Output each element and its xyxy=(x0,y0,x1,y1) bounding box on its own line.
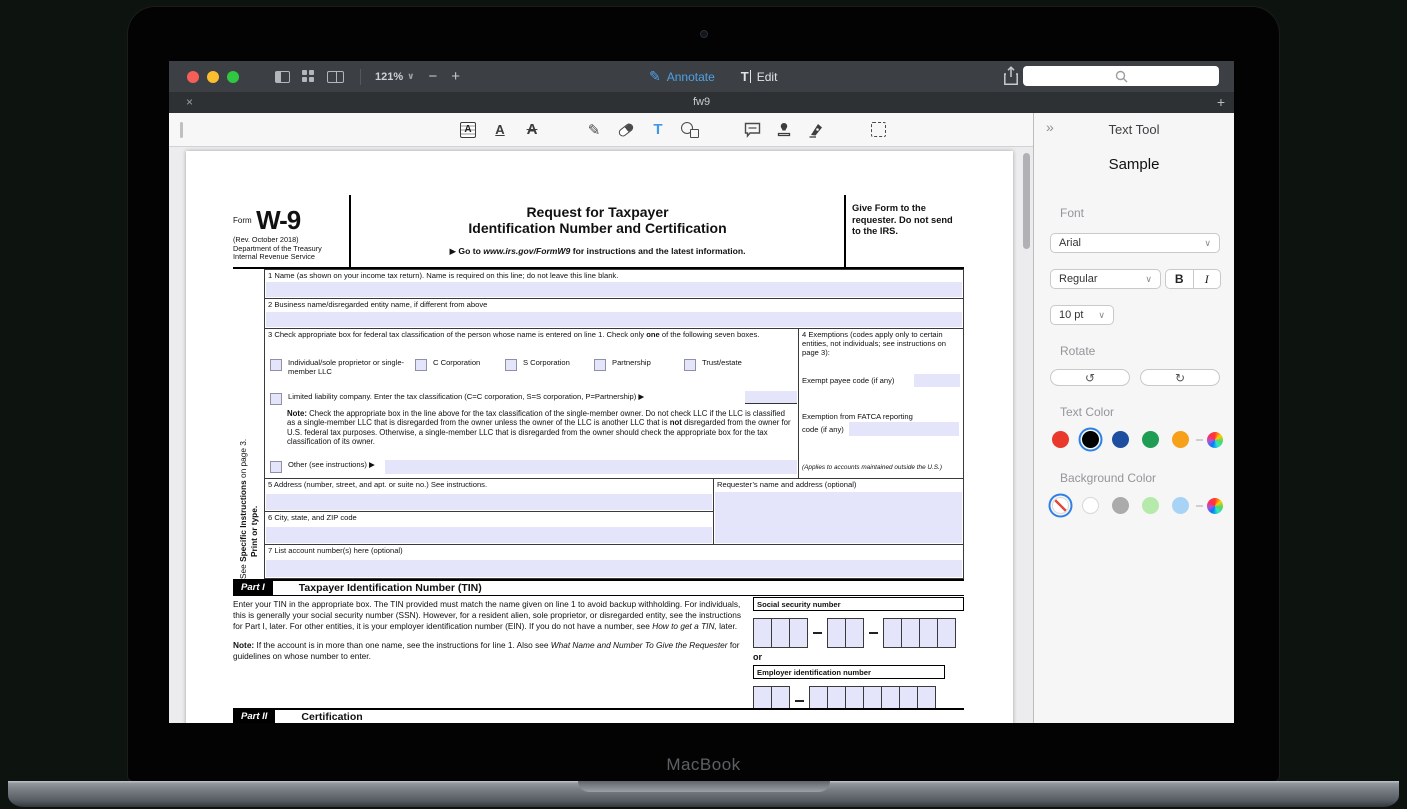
form-header xyxy=(233,195,964,269)
requester-input[interactable] xyxy=(715,492,962,543)
collapse-panel-icon[interactable]: » xyxy=(1046,119,1054,135)
select-tool-button[interactable] xyxy=(867,118,889,142)
ein-label-box: Employer identification number xyxy=(753,665,945,679)
panel-title: Text Tool xyxy=(1108,122,1160,137)
tab-title[interactable]: fw9 xyxy=(692,96,711,108)
eraser-tool-button[interactable] xyxy=(615,118,637,142)
pdf-app-window xyxy=(169,61,1234,723)
exemptions-box xyxy=(798,328,964,479)
line6-label: 6 City, state, and ZIP code xyxy=(268,513,357,522)
fatca-footnote: (Applies to accounts maintained outside the U.S.) xyxy=(802,464,942,471)
w9-form-page xyxy=(186,151,1013,723)
line7-label: 7 List account number(s) here (optional) xyxy=(268,546,403,555)
print-or-type-label: Print or type. xyxy=(249,505,259,557)
line5-box xyxy=(264,478,714,512)
rotate-section-label: Rotate xyxy=(1060,344,1096,358)
share-icon xyxy=(1003,66,1019,86)
sidebar-toggle-icon[interactable] xyxy=(275,71,290,83)
text-color-red[interactable] xyxy=(1052,431,1069,448)
signature-pen-icon xyxy=(808,122,824,138)
line3-box xyxy=(264,328,799,479)
background-color-green[interactable] xyxy=(1142,497,1159,514)
part1-instructions: Enter your TIN in the appropriate box. The TIN provided must match the name given on line 1 to avoid backup withholding. For individuals, this is generally your social security number (SSN). However, for a resident alien, sole proprietor, or disregarded entity, see the instructions for Part I, later. For other entities, it is your employer identification number (EIN). If you do not have a number, see How to get a TIN, later. Note: If the account is in more than one name, see the instructions for line 1. Also see What Name and Number To Give the Requester for guidelines on whose number to enter. xyxy=(233,599,742,661)
dash xyxy=(869,632,878,634)
selection-icon xyxy=(871,122,886,137)
strikethrough-tool-button[interactable] xyxy=(521,118,543,142)
edit-label: Edit xyxy=(756,69,778,84)
share-button[interactable] xyxy=(1003,66,1019,91)
background-color-section-label: Background Color xyxy=(1060,471,1157,485)
background-color-none-selected[interactable] xyxy=(1052,497,1069,514)
tin-entry-area xyxy=(753,597,964,716)
text-color-orange[interactable] xyxy=(1172,431,1189,448)
underline-tool-button[interactable] xyxy=(489,118,511,142)
background-color-wheel[interactable] xyxy=(1207,498,1223,514)
annotate-label: Annotate xyxy=(666,69,715,84)
strikethrough-icon: A xyxy=(526,121,538,138)
sample-preview-text: Sample xyxy=(1108,156,1160,173)
give-form-note: Give Form to the requester. Do not send to the IRS. xyxy=(852,203,953,236)
ssn-label-box: Social security number xyxy=(753,597,964,611)
box4-title: 4 Exemptions (codes apply only to certain entities, not individuals; see instructions on page 3): xyxy=(802,330,946,357)
comment-tool-button[interactable] xyxy=(741,118,763,142)
line2-label: 2 Business name/disregarded entity name, if different from above xyxy=(268,300,488,309)
form-department: Department of the Treasury xyxy=(233,243,322,253)
thumbnail-grid-icon[interactable] xyxy=(302,70,315,83)
font-size-select[interactable]: 10 pt ∨ xyxy=(1050,305,1114,325)
stamp-icon xyxy=(776,121,792,138)
stamp-tool-button[interactable] xyxy=(773,118,795,142)
checkbox-partnership[interactable]: Partnership xyxy=(594,359,651,371)
text-color-section-label: Text Color xyxy=(1060,405,1115,419)
edit-mode-button[interactable] xyxy=(741,69,778,84)
form-goto-line: ▶ Go to www.irs.gov/FormW9 for instructions and the latest information. xyxy=(449,246,746,256)
part1-header xyxy=(233,579,964,596)
text-color-wheel[interactable] xyxy=(1207,432,1223,448)
minimize-window-button[interactable] xyxy=(207,71,219,83)
highlight-icon: A xyxy=(460,122,476,138)
checkbox-icon[interactable] xyxy=(684,359,696,371)
ssn-digit-boxes[interactable] xyxy=(753,618,964,648)
checkbox-icon[interactable] xyxy=(415,359,427,371)
checkbox-icon[interactable] xyxy=(270,393,282,405)
camera-dot xyxy=(700,30,708,38)
macbook-brand-label: MacBook xyxy=(666,755,741,774)
zoom-level-value[interactable]: 121% xyxy=(375,70,404,83)
zoom-out-button[interactable]: − xyxy=(428,68,438,85)
form-number: W-9 xyxy=(256,205,301,235)
shapes-icon xyxy=(681,122,699,138)
see-instructions-label: See Specific Instructions on page 3. xyxy=(238,438,248,579)
bold-button[interactable]: B xyxy=(1166,270,1194,288)
checkbox-s-corp[interactable]: S Corporation xyxy=(505,359,570,371)
requester-box xyxy=(713,478,964,545)
pencil-tool-button[interactable] xyxy=(583,118,605,142)
rotate-ccw-button[interactable] xyxy=(1050,369,1130,386)
document-viewport[interactable] xyxy=(169,147,1033,723)
swatch-divider xyxy=(1196,505,1203,507)
tab-bar xyxy=(169,92,1234,113)
text-tool-panel xyxy=(1033,113,1234,723)
search-input[interactable] xyxy=(1023,66,1219,86)
traffic-lights xyxy=(187,71,239,83)
edit-text-icon: T xyxy=(740,69,749,84)
part2-header xyxy=(233,708,964,723)
line2-box xyxy=(264,298,964,329)
part1-tag: Part I xyxy=(233,580,273,596)
new-tab-button[interactable]: + xyxy=(1216,94,1225,110)
zoom-level-control[interactable] xyxy=(375,71,414,83)
background-color-blue[interactable] xyxy=(1172,497,1189,514)
fullscreen-window-button[interactable] xyxy=(227,71,239,83)
line6-input[interactable] xyxy=(266,527,712,543)
underline-icon: A xyxy=(495,122,505,137)
annotate-mode-button[interactable] xyxy=(649,68,715,85)
comment-icon xyxy=(744,122,761,138)
part2-title: Certification xyxy=(301,711,363,723)
chevron-down-icon: ∨ xyxy=(407,71,415,81)
exempt-payee-label: Exempt payee code (if any) xyxy=(802,376,895,385)
font-style-select[interactable]: Regular ∨ xyxy=(1050,269,1161,289)
part2-tag: Part II xyxy=(233,709,275,724)
font-section-label: Font xyxy=(1060,206,1085,220)
scrollbar-thumb[interactable] xyxy=(1023,153,1030,249)
chevron-down-icon: ∨ xyxy=(1145,273,1152,284)
line1-label: 1 Name (as shown on your income tax return). Name is required on this line; do not leave this line blank. xyxy=(268,271,619,280)
search-icon xyxy=(1115,70,1128,83)
chevron-down-icon: ∨ xyxy=(1204,237,1211,248)
line5-input[interactable] xyxy=(266,494,712,510)
toolbar-divider xyxy=(360,69,361,85)
text-color-green[interactable] xyxy=(1142,431,1159,448)
signature-tool-button[interactable] xyxy=(805,118,827,142)
line6-box xyxy=(264,511,714,545)
llc-note: Note: Check the appropriate box in the line above for the tax classification of the single-member owner. Do not check LLC if the LLC is classified as a single-member LLC that is disregarded from the owner unless the owner of the LLC is another LLC that is not disregarded from the owner for U.S. federal tax purposes. Otherwise, a single-member LLC that is disregarded from the owner should check the appropriate box for the tax classification of its owner. xyxy=(287,409,791,446)
line7-input[interactable] xyxy=(266,560,962,577)
exempt-payee-input[interactable] xyxy=(914,374,960,387)
checkbox-other[interactable]: Other (see instructions) ▶ xyxy=(270,461,375,473)
text-color-swatches xyxy=(1052,431,1223,448)
form-title-line2: Identification Number and Certification xyxy=(468,220,727,236)
text-color-blue[interactable] xyxy=(1112,431,1129,448)
form-title-line1: Request for Taxpayer xyxy=(526,204,669,220)
annotate-pen-icon: ✎ xyxy=(649,68,661,84)
chevron-down-icon: ∨ xyxy=(1098,309,1105,320)
macbook-screen xyxy=(127,6,1280,782)
shapes-tool-button[interactable] xyxy=(679,118,701,142)
text-tool-button[interactable] xyxy=(647,118,669,142)
eraser-icon xyxy=(617,121,635,137)
background-color-gray[interactable] xyxy=(1112,497,1129,514)
rotate-cw-button[interactable] xyxy=(1140,369,1220,386)
llc-classification-input[interactable] xyxy=(745,391,797,404)
bold-italic-segment xyxy=(1165,269,1221,289)
rotate-ccw-icon: ↺ xyxy=(1084,370,1096,385)
background-color-swatches xyxy=(1052,497,1223,514)
annotation-toolbar xyxy=(169,113,1033,147)
fatca-input[interactable] xyxy=(849,422,959,436)
checkbox-trust[interactable]: Trust/estate xyxy=(684,359,742,371)
highlight-tool-button[interactable] xyxy=(457,118,479,142)
macbook-base xyxy=(8,781,1399,807)
checkbox-icon[interactable] xyxy=(270,461,282,473)
toolbar-drag-handle[interactable] xyxy=(180,122,183,138)
fatca-label-1: Exemption from FATCA reporting xyxy=(802,412,913,421)
line5-label: 5 Address (number, street, and apt. or suite no.) See instructions. xyxy=(268,480,488,489)
or-label: or xyxy=(753,652,762,662)
text-tool-icon: T xyxy=(653,121,663,138)
dash xyxy=(795,700,804,702)
requester-label: Requester’s name and address (optional) xyxy=(717,480,857,489)
checkbox-icon[interactable] xyxy=(594,359,606,371)
dash xyxy=(813,632,822,634)
font-family-select[interactable]: Arial ∨ xyxy=(1050,233,1220,253)
macbook-base-notch xyxy=(578,781,830,792)
text-color-black-selected[interactable] xyxy=(1082,431,1099,448)
rotate-cw-icon: ↻ xyxy=(1174,370,1186,385)
app-toolbar xyxy=(169,61,1234,92)
line2-input[interactable] xyxy=(266,312,962,327)
form-revision: (Rev. October 2018) xyxy=(233,235,299,244)
checkbox-c-corp[interactable]: C Corporation xyxy=(415,359,480,371)
checkbox-individual[interactable]: Individual/sole proprietor or single-member LLC xyxy=(270,359,410,377)
italic-button[interactable]: I xyxy=(1204,271,1209,286)
line7-box xyxy=(264,544,964,579)
checkbox-llc[interactable]: Limited liability company. Enter the tax classification (C=C corporation, S=S corporation, P=Partnership) ▶ xyxy=(270,393,790,405)
line3-label: 3 Check appropriate box for federal tax classification of the person whose name is entered on line 1. Check only one of the following seven boxes. xyxy=(268,330,760,339)
tab-close-icon[interactable]: × xyxy=(186,95,194,109)
close-window-button[interactable] xyxy=(187,71,199,83)
background-color-white[interactable] xyxy=(1082,497,1099,514)
part1-title: Taxpayer Identification Number (TIN) xyxy=(298,582,482,594)
two-page-view-icon[interactable] xyxy=(327,71,344,83)
pencil-icon: ✎ xyxy=(587,121,601,139)
fatca-label-2: code (if any) xyxy=(802,425,844,434)
other-input[interactable] xyxy=(385,460,797,474)
form-gutter xyxy=(233,269,264,581)
checkbox-icon[interactable] xyxy=(505,359,517,371)
line1-input[interactable] xyxy=(266,282,962,297)
form-word: Form xyxy=(233,216,252,225)
line1-box xyxy=(264,269,964,299)
form-service: Internal Revenue Service xyxy=(233,252,315,262)
checkbox-icon[interactable] xyxy=(270,359,282,371)
zoom-in-button[interactable]: + xyxy=(451,68,460,85)
swatch-divider xyxy=(1196,439,1203,441)
